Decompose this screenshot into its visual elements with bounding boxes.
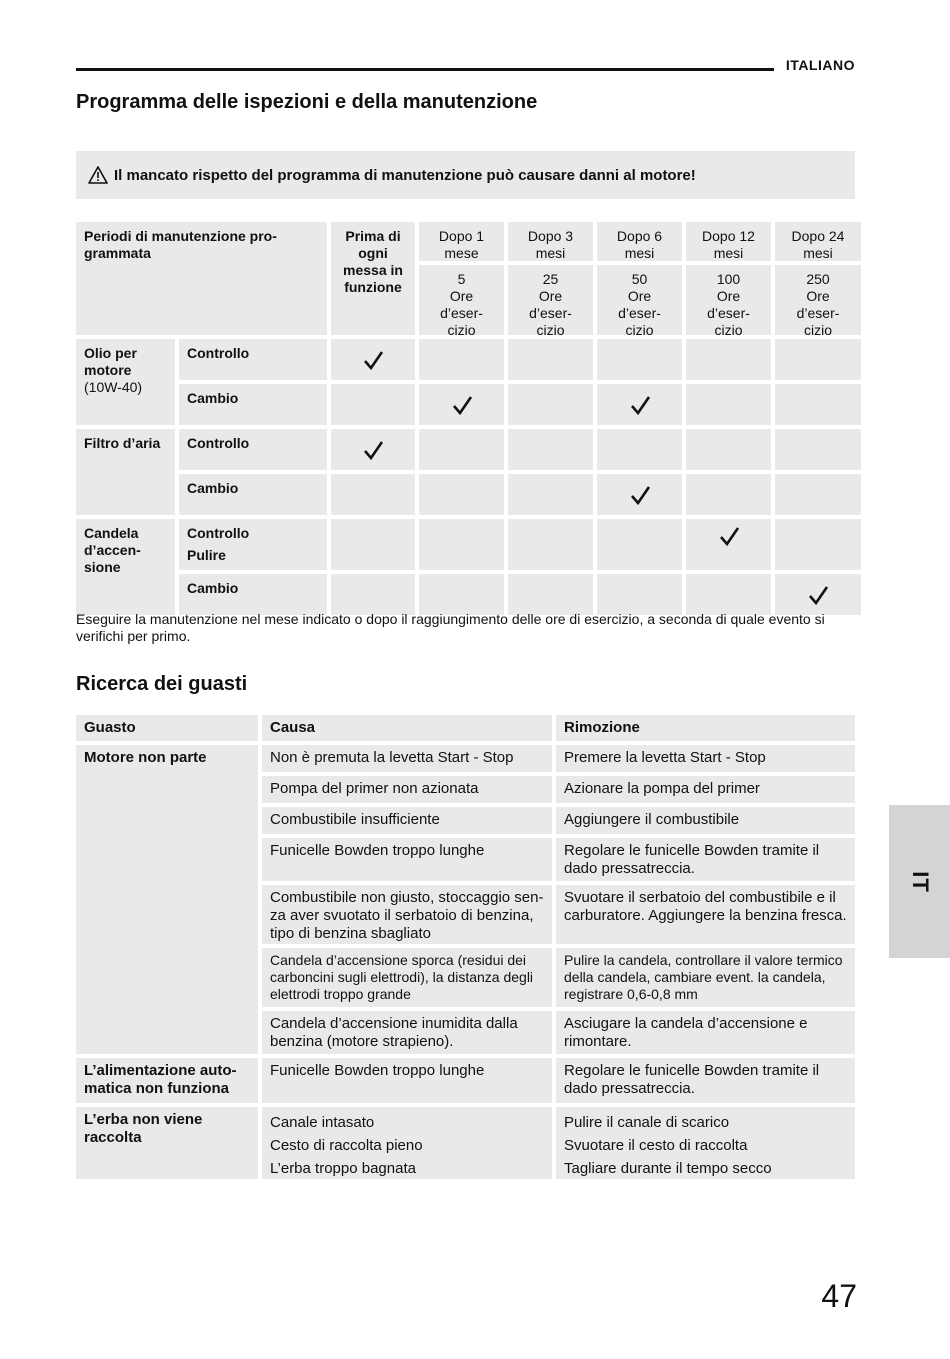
troubleshooting-title: Ricerca dei guasti: [76, 673, 248, 695]
checkmark-icon: [686, 519, 771, 570]
first-use-header: Prima di ogni messa in funzione: [331, 222, 415, 335]
warning-triangle-icon: [88, 166, 108, 184]
period-hours: 100 Ore d’eser- cizio: [686, 265, 771, 335]
warning-text: Il mancato rispetto del programma di manutenzione può causare danni al motore!: [114, 166, 696, 184]
maintenance-period-header: Periodi di manutenzione pro- grammata: [76, 222, 327, 335]
period-months: Dopo 3 mesi: [508, 222, 593, 261]
empty-cell: [419, 429, 504, 470]
checkmark-icon: [419, 384, 504, 425]
header-fault: Guasto: [76, 715, 258, 741]
cause-cell: Pompa del primer non azionata: [262, 776, 552, 803]
fault-engine-not-start: Motore non parte: [76, 745, 258, 1054]
empty-cell: [686, 384, 771, 425]
cause-cell: Non è premuta la levetta Start - Stop: [262, 745, 552, 772]
checkmark-icon: [597, 474, 682, 515]
empty-cell: [419, 574, 504, 615]
header-cause: Causa: [262, 715, 552, 741]
empty-cell: [419, 519, 504, 570]
empty-cell: [419, 474, 504, 515]
cause-cell: Funicelle Bowden troppo lunghe: [262, 838, 552, 881]
period-hours: 25 Ore d’eser- cizio: [508, 265, 593, 335]
group-spark-plug: Candela d’accen- sione: [76, 519, 175, 615]
checkmark-icon: [775, 574, 861, 615]
remedy-cell: Asciugare la candela d’accensione e rimontare.: [556, 1011, 855, 1054]
checkmark-icon: [597, 384, 682, 425]
remedy-cell: Azionare la pompa del primer: [556, 776, 855, 803]
task-oil-change: Cambio: [179, 384, 327, 425]
empty-cell: [775, 384, 861, 425]
checkmark-icon: [331, 339, 415, 380]
empty-cell: [775, 519, 861, 570]
header-rule: [76, 68, 774, 71]
maintenance-note: Eseguire la manutenzione nel mese indicato o dopo il raggiungimento delle ore di esercizio, a seconda di quale evento si verifichi per primo.: [76, 611, 825, 644]
remedy-cell: Aggiungere il combustibile: [556, 807, 855, 834]
empty-cell: [686, 429, 771, 470]
empty-cell: [508, 474, 593, 515]
task-plug-change: Cambio: [179, 574, 327, 615]
task-air-check: Controllo: [179, 429, 327, 470]
troubleshooting-table: [76, 715, 855, 1179]
cause-cell: Combustibile non giusto, stoccaggio sen- za aver svuotato il serbatoio di benzina, tipo di benzina sbagliato: [262, 885, 552, 944]
header-remedy: Rimozione: [556, 715, 855, 741]
remedy-cell: Premere la levetta Start - Stop: [556, 745, 855, 772]
group-oil: Olio per motore (10W-40): [76, 339, 175, 425]
language-side-tab: IT: [889, 805, 950, 958]
cause-cell: Combustibile insufficiente: [262, 807, 552, 834]
remedy-cell: Regolare le funicelle Bowden tramite il dado pressatreccia.: [556, 838, 855, 881]
period-months: Dopo 24 mesi: [775, 222, 861, 261]
empty-cell: [597, 519, 682, 570]
empty-cell: [331, 574, 415, 615]
task-plug-check-clean: Controllo Pulire: [179, 519, 327, 570]
period-hours: 5 Ore d’eser- cizio: [419, 265, 504, 335]
page-number: 47: [821, 1278, 857, 1314]
empty-cell: [775, 429, 861, 470]
maintenance-title: Programma delle ispezioni e della manutenzione: [76, 91, 538, 113]
empty-cell: [775, 474, 861, 515]
empty-cell: [331, 384, 415, 425]
empty-cell: [508, 519, 593, 570]
remedy-cell: Pulire la candela, controllare il valore termico della candela, cambiare event. la candela, registrare 0,6-0,8 mm: [556, 948, 855, 1007]
cause-cell: Candela d’accensione inumidita dalla benzina (motore strapieno).: [262, 1011, 552, 1054]
task-air-change: Cambio: [179, 474, 327, 515]
group-air-filter: Filtro d’aria: [76, 429, 175, 515]
empty-cell: [508, 574, 593, 615]
language-label: ITALIANO: [785, 57, 855, 73]
period-months: Dopo 6 mesi: [597, 222, 682, 261]
empty-cell: [597, 429, 682, 470]
cause-cell: Funicelle Bowden troppo lunghe: [262, 1058, 552, 1103]
remedy-cell: Svuotare il serbatoio del combustibile e il carburatore. Aggiungere la benzina fresca.: [556, 885, 855, 944]
checkmark-icon: [331, 429, 415, 470]
empty-cell: [775, 339, 861, 380]
empty-cell: [597, 339, 682, 380]
period-hours: 50 Ore d’eser- cizio: [597, 265, 682, 335]
maintenance-table: [76, 222, 855, 615]
period-hours: 250 Ore d’eser- cizio: [775, 265, 861, 335]
empty-cell: [331, 474, 415, 515]
empty-cell: [686, 474, 771, 515]
empty-cell: [686, 574, 771, 615]
empty-cell: [508, 339, 593, 380]
empty-cell: [597, 574, 682, 615]
remedy-cell: Regolare le funicelle Bowden tramite il dado pressatreccia.: [556, 1058, 855, 1103]
task-oil-check: Controllo: [179, 339, 327, 380]
fault-grass-not-collected: L’erba non viene raccolta: [76, 1107, 258, 1179]
empty-cell: [331, 519, 415, 570]
period-months: Dopo 1 mese: [419, 222, 504, 261]
remedy-cell: Pulire il canale di scarico Svuotare il cesto di raccolta Tagliare durante il tempo secco: [556, 1107, 855, 1179]
empty-cell: [686, 339, 771, 380]
fault-auto-drive: L’alimentazione auto- matica non funziona: [76, 1058, 258, 1103]
empty-cell: [508, 384, 593, 425]
cause-cell: Candela d’accensione sporca (residui dei carboncini sugli elettrodi), la distanza degli elettrodi troppo grande: [262, 948, 552, 1007]
warning-box: [76, 151, 855, 199]
empty-cell: [419, 339, 504, 380]
cause-cell: Canale intasato Cesto di raccolta pieno L’erba troppo bagnata: [262, 1107, 552, 1179]
empty-cell: [508, 429, 593, 470]
period-months: Dopo 12 mesi: [686, 222, 771, 261]
